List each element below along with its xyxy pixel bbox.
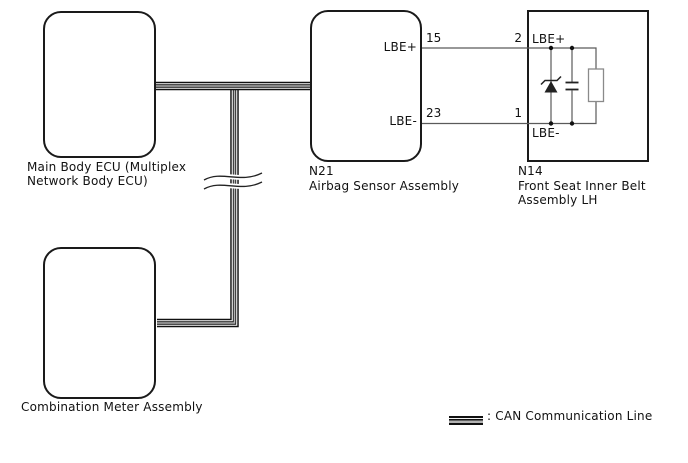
main-body-ecu-label-line1: Main Body ECU (Multiplex <box>27 160 187 174</box>
pin-number-23: 23 <box>426 106 442 120</box>
n21-code: N21 <box>309 164 334 178</box>
main-body-ecu-label <box>27 161 186 188</box>
main-body-ecu-box <box>43 11 156 158</box>
pin-number-2: 2 <box>514 31 522 45</box>
n14-name-line1: Front Seat Inner Belt <box>518 179 646 193</box>
can-bus-branch <box>157 86 235 323</box>
pin-number-1: 1 <box>514 106 522 120</box>
combination-meter-box <box>43 247 156 399</box>
n14-name <box>518 180 646 207</box>
n21-lbe-plus-label: LBE+ <box>383 40 417 54</box>
combination-meter-label: Combination Meter Assembly <box>21 400 203 414</box>
can-line-legend-label: : CAN Communication Line <box>487 409 653 423</box>
n14-lbe-minus-label: LBE- <box>532 126 560 140</box>
n14-code: N14 <box>518 164 543 178</box>
n14-lbe-plus-label: LBE+ <box>532 32 566 46</box>
main-body-ecu-label-line2: Network Body ECU) <box>27 173 148 188</box>
airbag-sensor-box <box>310 10 422 162</box>
can-line-legend-swatch <box>449 416 483 425</box>
pin-number-15: 15 <box>426 31 442 45</box>
break-symbol <box>204 173 262 189</box>
n21-name: Airbag Sensor Assembly <box>309 179 460 193</box>
n14-name-line2: Assembly LH <box>518 192 598 207</box>
n21-lbe-minus-label: LBE- <box>389 114 417 128</box>
